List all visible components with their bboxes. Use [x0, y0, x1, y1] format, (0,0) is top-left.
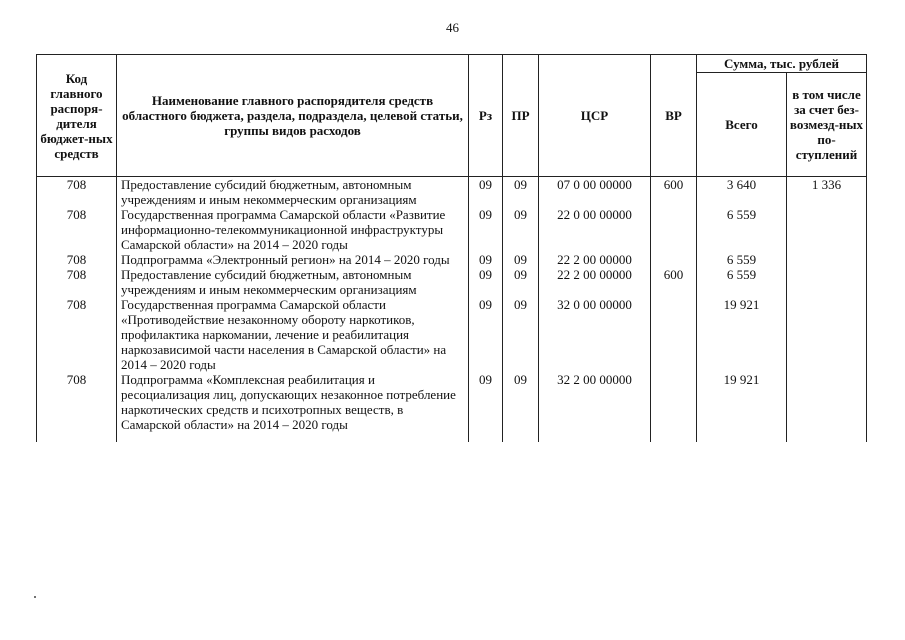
header-csr: ЦСР — [539, 55, 651, 177]
cell-incl — [787, 297, 867, 372]
header-incl: в том числе за счет без-возмезд-ных по-ступлений — [787, 73, 867, 177]
cell-total: 3 640 — [697, 177, 787, 208]
cell-vr: 600 — [651, 267, 697, 297]
table-row — [37, 297, 867, 372]
cell-vr — [651, 207, 697, 252]
cell-csr: 22 0 00 00000 — [539, 207, 651, 252]
header-vr: ВР — [651, 55, 697, 177]
cell-code: 708 — [37, 252, 117, 267]
cell-total: 6 559 — [697, 267, 787, 297]
table-row — [37, 372, 867, 442]
cell-name: Государственная программа Самарской области «Противодействие незаконному обороту наркотиков, профилактика наркомании, лечение и реабилитация наркозависимой части населения в Самарской области» на 2014 – 2020 годы — [117, 297, 469, 372]
cell-vr — [651, 252, 697, 267]
cell-rz: 09 — [469, 207, 503, 252]
cell-pr: 09 — [503, 207, 539, 252]
cell-name: Государственная программа Самарской области «Развитие информационно-телекоммуникационной инфраструктуры Самарской области» на 2014 – 2020 годы — [117, 207, 469, 252]
header-sum: Сумма, тыс. рублей — [697, 55, 867, 73]
cell-name: Подпрограмма «Комплексная реабилитация и ресоциализация лиц, допускающих незаконное потребление наркотических средств и психотропных веществ, в Самарской области» на 2014 – 2020 годы — [117, 372, 469, 442]
cell-vr — [651, 372, 697, 442]
cell-incl — [787, 267, 867, 297]
cell-incl — [787, 207, 867, 252]
cell-total: 19 921 — [697, 297, 787, 372]
cell-name: Предоставление субсидий бюджетным, автономным учреждениям и иным некоммерческим организациям — [117, 267, 469, 297]
cell-total: 6 559 — [697, 252, 787, 267]
cell-code: 708 — [37, 207, 117, 252]
cell-name: Подпрограмма «Электронный регион» на 2014 – 2020 годы — [117, 252, 469, 267]
cell-name: Предоставление субсидий бюджетным, автономным учреждениям и иным некоммерческим организациям — [117, 177, 469, 208]
table-row — [37, 252, 867, 267]
cell-rz: 09 — [469, 372, 503, 442]
cell-total: 19 921 — [697, 372, 787, 442]
cell-csr: 22 2 00 00000 — [539, 267, 651, 297]
table-body — [37, 177, 867, 443]
table-row — [37, 207, 867, 252]
header-pr: ПР — [503, 55, 539, 177]
cell-pr: 09 — [503, 252, 539, 267]
cell-incl — [787, 372, 867, 442]
cell-csr: 32 2 00 00000 — [539, 372, 651, 442]
cell-code: 708 — [37, 177, 117, 208]
cell-pr: 09 — [503, 297, 539, 372]
cell-csr: 07 0 00 00000 — [539, 177, 651, 208]
header-name: Наименование главного распорядителя средств областного бюджета, раздела, подраздела, целевой статьи, группы видов расходов — [117, 55, 469, 177]
cell-pr: 09 — [503, 177, 539, 208]
header-total: Всего — [697, 73, 787, 177]
cell-rz: 09 — [469, 177, 503, 208]
cell-total: 6 559 — [697, 207, 787, 252]
cell-vr: 600 — [651, 177, 697, 208]
table-row — [37, 267, 867, 297]
cell-incl — [787, 252, 867, 267]
header-rz: Рз — [469, 55, 503, 177]
table-header — [37, 55, 867, 177]
budget-table — [36, 54, 867, 442]
cell-rz: 09 — [469, 267, 503, 297]
page-number: 46 — [446, 20, 459, 35]
header-code: Код главного распоря-дителя бюджет-ных средств — [37, 55, 117, 177]
cell-incl: 1 336 — [787, 177, 867, 208]
cell-pr: 09 — [503, 267, 539, 297]
cell-rz: 09 — [469, 252, 503, 267]
cell-code: 708 — [37, 372, 117, 442]
scan-speck — [34, 596, 36, 598]
cell-vr — [651, 297, 697, 372]
cell-code: 708 — [37, 297, 117, 372]
cell-pr: 09 — [503, 372, 539, 442]
cell-code: 708 — [37, 267, 117, 297]
cell-rz: 09 — [469, 297, 503, 372]
cell-csr: 32 0 00 00000 — [539, 297, 651, 372]
cell-csr: 22 2 00 00000 — [539, 252, 651, 267]
table-row — [37, 177, 867, 208]
